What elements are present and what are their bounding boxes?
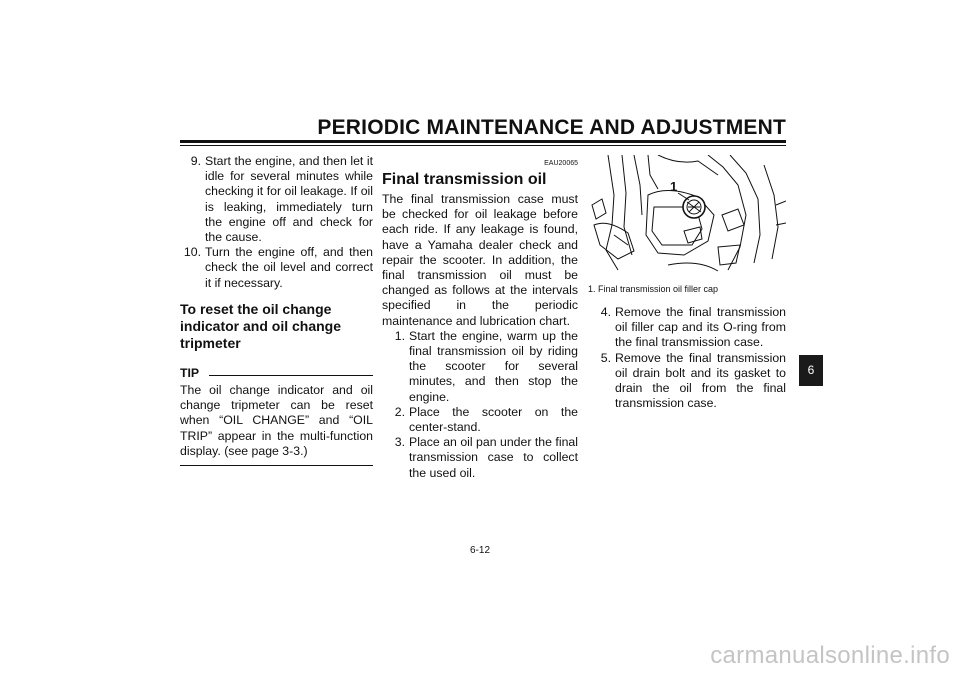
page-title: PERIODIC MAINTENANCE AND ADJUSTMENT bbox=[317, 116, 786, 139]
step-item bbox=[384, 329, 578, 405]
step-item bbox=[384, 405, 578, 435]
section-heading: Final transmission oil bbox=[382, 171, 547, 188]
step-text: Start the engine, warm up the final transmission oil by riding the scooter for several minutes, and then stop the engine. bbox=[409, 328, 578, 404]
header-rule bbox=[180, 140, 786, 143]
tip-text: The oil change indicator and oil change tripmeter can be reset when “OIL CHANGE” and “OIL TRIP” appear in the multi-function display. (see page 3-3.) bbox=[180, 383, 373, 458]
tip-rule bbox=[209, 375, 373, 376]
step-number: 2. bbox=[394, 404, 405, 419]
step-item bbox=[590, 351, 786, 412]
section-code: EAU20065 bbox=[544, 160, 578, 167]
step-text: Remove the final transmission oil drain bolt and its gasket to drain the oil from the final transmission case. bbox=[615, 350, 786, 411]
figure-caption: 1. Final transmission oil filler cap bbox=[588, 284, 719, 294]
tip-bottom-rule bbox=[180, 465, 373, 466]
transmission-illustration bbox=[588, 155, 786, 278]
step-number: 1. bbox=[394, 328, 405, 343]
step-text: Remove the final transmission oil filler cap and its O-ring from the final transmission case. bbox=[615, 305, 786, 350]
step-text: Turn the engine off, and then check the oil level and correct it if necessary. bbox=[205, 245, 373, 290]
step-item bbox=[590, 305, 786, 351]
engine-line-drawing bbox=[588, 155, 786, 277]
page-number: 6-12 bbox=[469, 545, 490, 556]
step-item bbox=[384, 435, 578, 481]
chapter-tab: 6 bbox=[799, 355, 823, 386]
left-column bbox=[180, 154, 373, 466]
step-number: 9. bbox=[190, 154, 201, 168]
step-text: Start the engine, and then let it idle for several minutes while checking it for oil leakage. If oil is leaking, immediately turn the engine off and check for the cause. bbox=[205, 154, 373, 245]
step-list bbox=[384, 329, 578, 481]
watermark: carmanualsonline.info bbox=[710, 642, 950, 669]
step-number: 4. bbox=[600, 305, 611, 319]
tip-label: TIP bbox=[180, 365, 200, 380]
filler-cap bbox=[683, 196, 705, 218]
step-number: 10. bbox=[183, 245, 201, 260]
header-rule-thin bbox=[180, 145, 786, 146]
intro-paragraph: The final transmission case must be checked for oil leakage before each ride. If any leakage is found, have a Yamaha dealer check and repair the scooter. In addition, the final transmission oil must be changed as follows at the intervals specified in the periodic maintenance and lubrication chart. bbox=[382, 192, 578, 328]
figure-callout: 1 bbox=[670, 179, 678, 194]
middle-column bbox=[382, 160, 578, 481]
section-title: To reset the oil change indicator and oil change tripmeter bbox=[180, 300, 342, 351]
step-list bbox=[590, 305, 786, 411]
step-text: Place the scooter on the center-stand. bbox=[409, 404, 578, 435]
step-item bbox=[180, 154, 373, 245]
right-column bbox=[588, 155, 786, 411]
step-item bbox=[180, 245, 373, 291]
tip-header bbox=[180, 366, 373, 381]
step-number: 5. bbox=[600, 350, 611, 365]
step-text: Place an oil pan under the final transmission case to collect the used oil. bbox=[409, 435, 578, 480]
step-number: 3. bbox=[394, 435, 405, 450]
